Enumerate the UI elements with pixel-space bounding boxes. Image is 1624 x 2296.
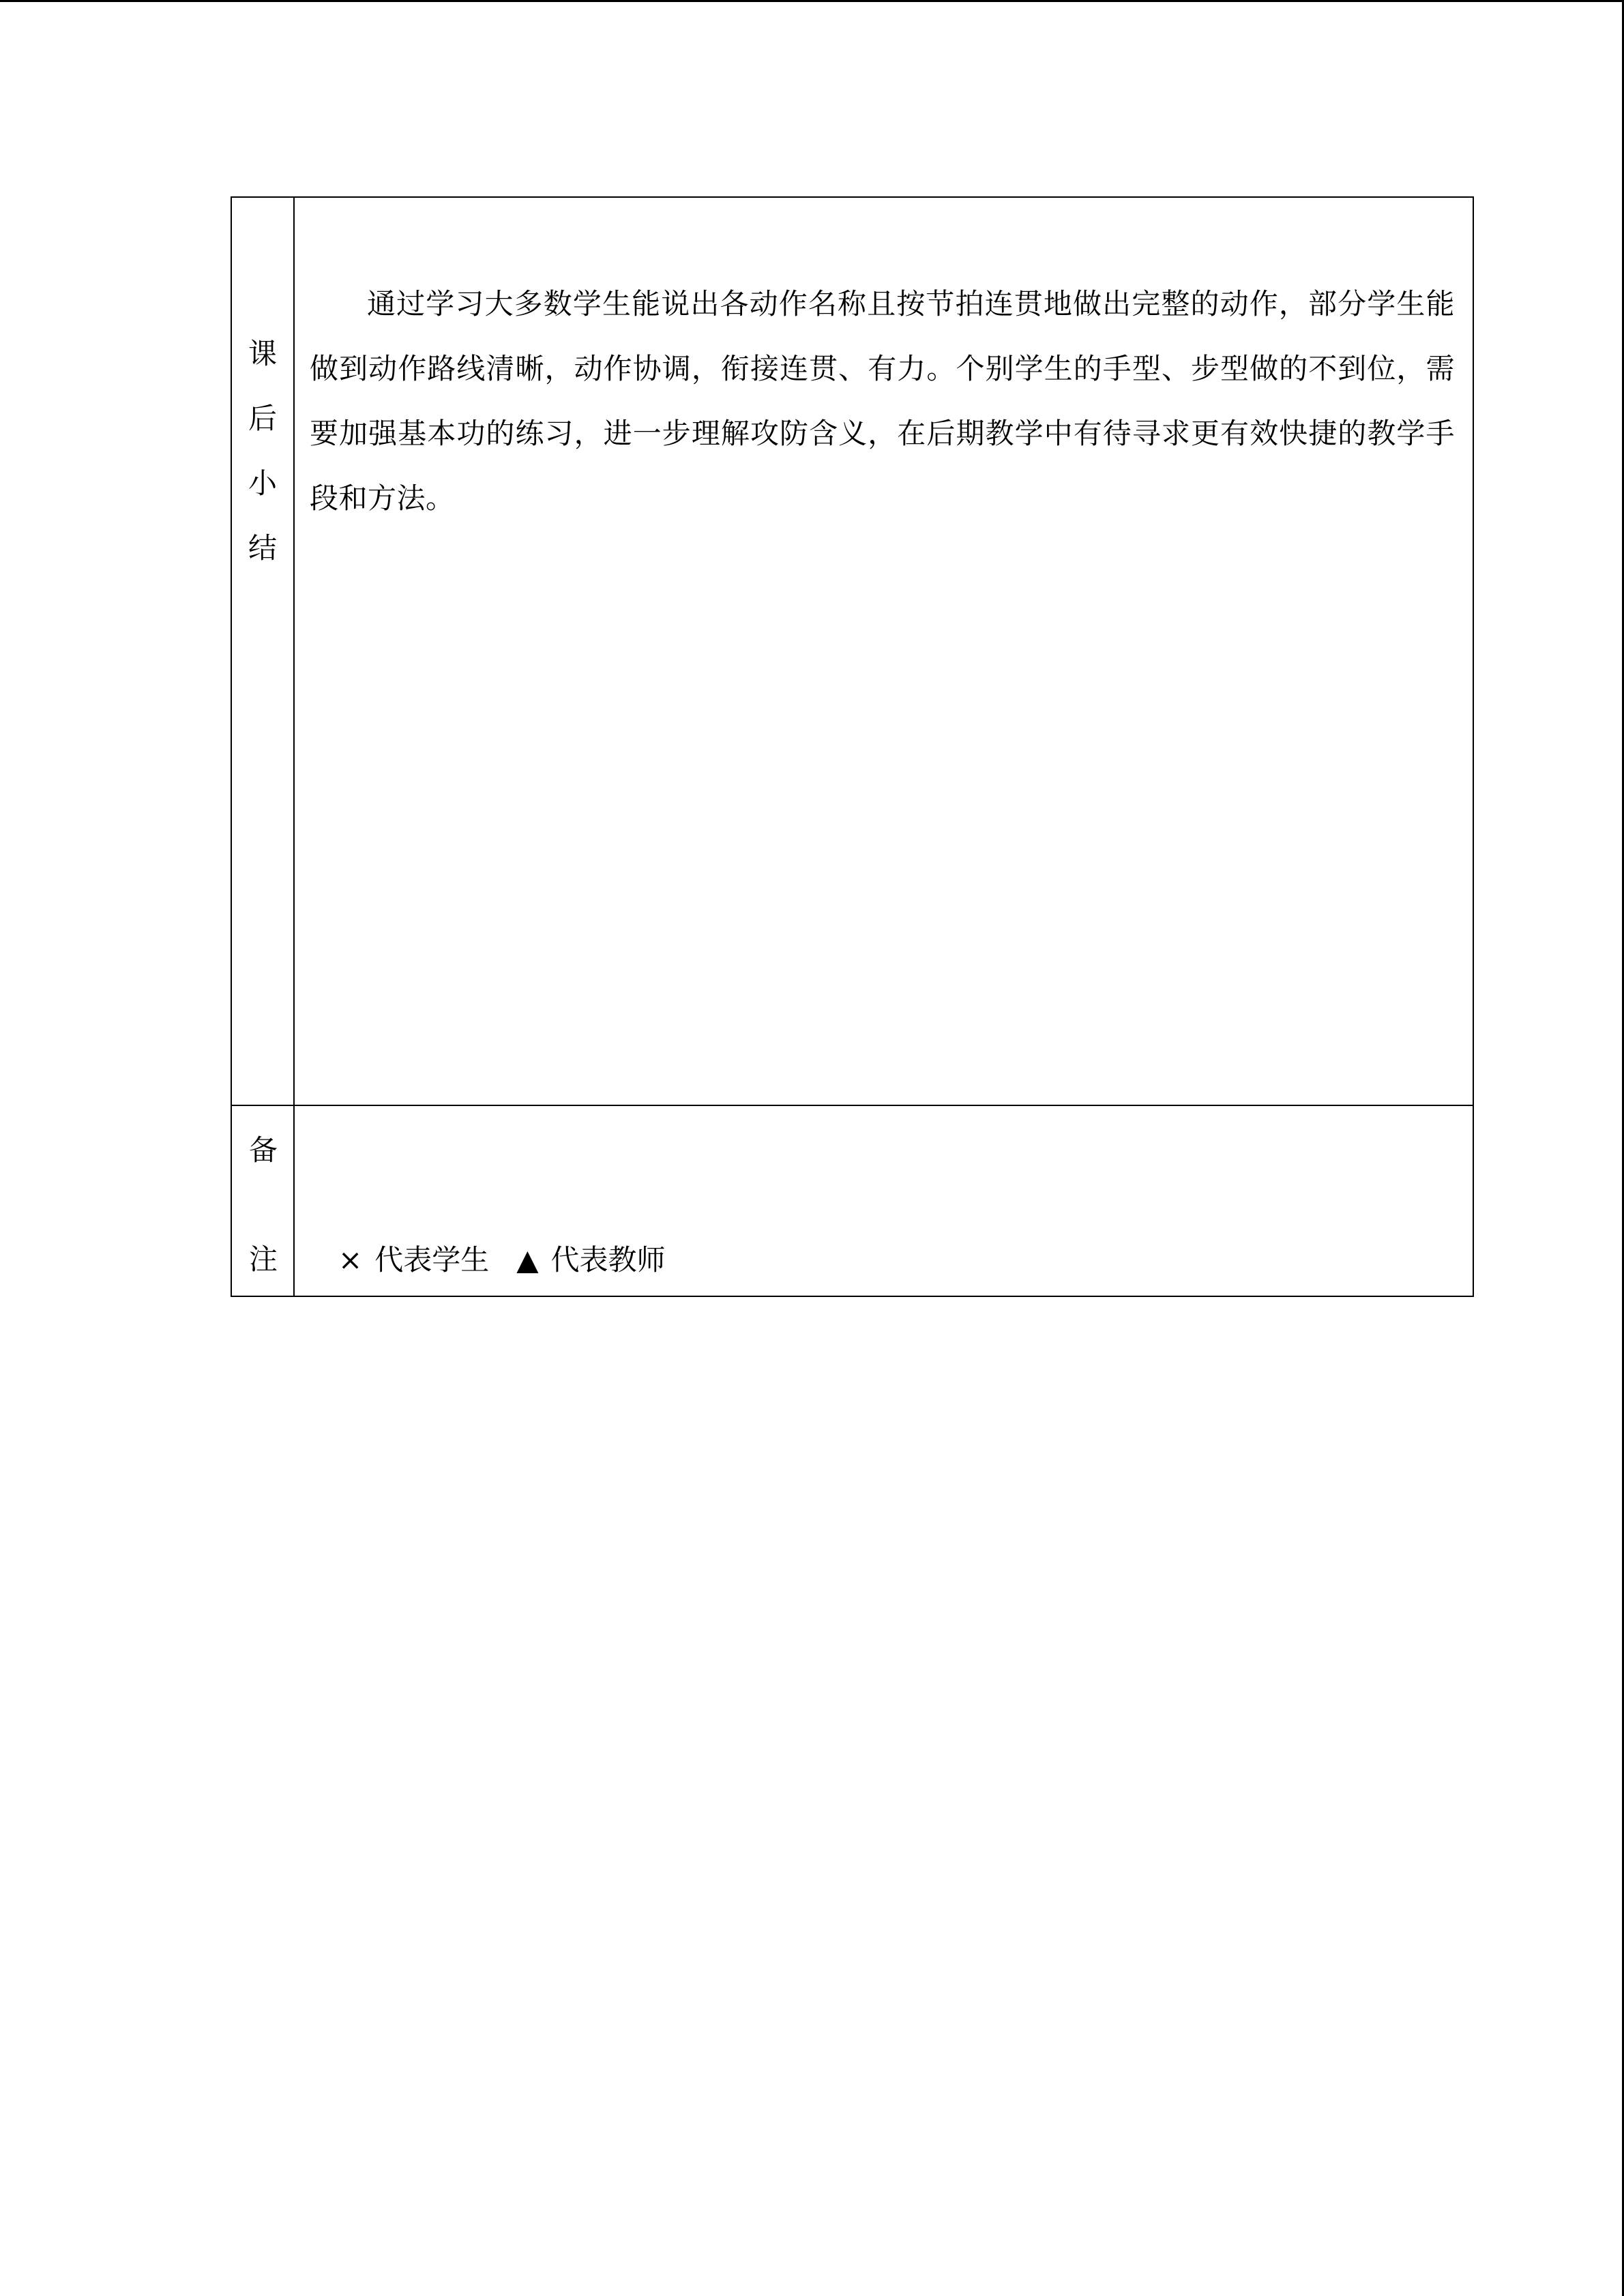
- page-top-border: [0, 0, 1624, 2]
- summary-label-char: 结: [248, 531, 277, 565]
- student-legend-label: 代表学生: [374, 1243, 490, 1277]
- summary-row: [231, 197, 1473, 1105]
- teacher-legend-label: 代表教师: [550, 1243, 666, 1277]
- notes-label-char: 注: [248, 1242, 278, 1276]
- legend: [338, 1242, 666, 1278]
- lesson-table: [231, 196, 1474, 1297]
- summary-label-char: 课: [248, 337, 277, 370]
- notes-content: [294, 1105, 1473, 1296]
- summary-label-char: 小: [248, 466, 277, 500]
- teacher-triangle-icon: ▲: [516, 1243, 539, 1277]
- notes-label-char: 备: [248, 1133, 278, 1167]
- summary-content: [294, 197, 1473, 1105]
- student-cross-icon: ×: [338, 1243, 363, 1277]
- notes-label: [231, 1105, 294, 1296]
- summary-label-char: 后: [248, 402, 277, 435]
- summary-text: 通过学习大多数学生能说出各动作名称且按节拍连贯地做出完整的动作，部分学生能做到动作路线清晰，动作协调，衔接连贯、有力。个别学生的手型、步型做的不到位，需要加强基本功的练习，进一步理解攻防含义，在后期教学中有待寻求更有效快捷的教学手段和方法。: [310, 287, 1455, 515]
- notes-row: [231, 1105, 1473, 1296]
- summary-label: [231, 197, 294, 1105]
